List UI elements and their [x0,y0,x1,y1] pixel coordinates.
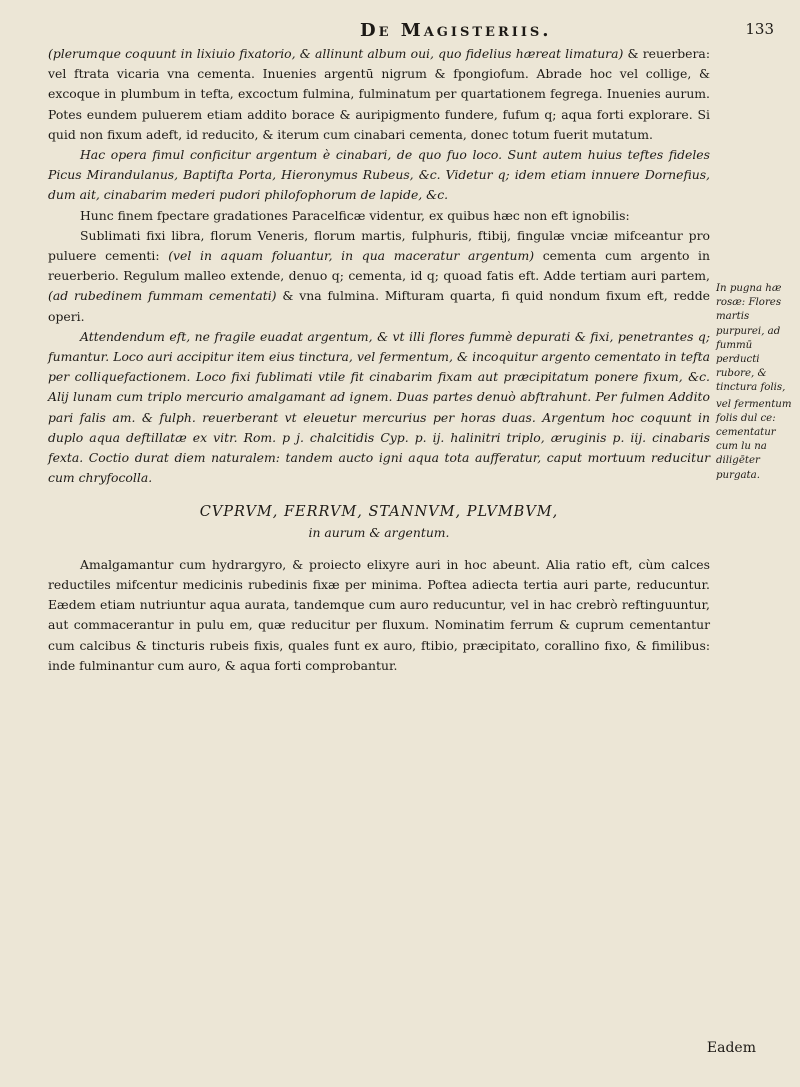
running-title: De Magisteriis. [360,20,552,41]
main-text-block [48,44,710,676]
margin-notes [716,282,796,485]
paragraph-4-a: Sublimati fixi libra, florum Veneris, florum martis, fulphuris, ftibij, fingulæ vnciæ mifceantur pro puluere cementi: [48,227,710,264]
paragraph-4-c: cementa cum argento in reuerberio. Regulum malleo extende, denuo q; cementa, id q; quoad fatis eft. Adde tertiam auri partem, [48,248,711,284]
page-number: 133 [745,20,774,38]
margin-note: In pugna hæ rosæ: Flores martis purpurei, ad fummū perducti rubore, & tinctura folis, [716,283,786,394]
section-heading: CVPRVM, FERRVM, STANNVM, PLVMBVM, [199,504,559,521]
margin-note: vel fermentum folis dul ce: cementatur cum lu na diligēter purgata. [716,398,792,481]
paragraph-4-d: (ad rubedinem fummam cementati) [48,288,277,304]
paragraph-1 [48,44,710,145]
paragraph-4 [48,226,710,327]
paragraph-2: Hac opera fimul conficitur argentum è cinabari, de quo fuo loco. Sunt autem huius teftes fideles Picus Mirandulanus, Baptifta Porta, Hieronymus Rubeus, &c. Videtur q; idem etiam innuere Dornefius, dum ait, cinabarim mederi pudori philofophorum de lapide, &c. [48,147,710,203]
paragraph-1-text: & reuerbera: vel ftrata vicaria vna cementa. Inuenies argentū nigrum & fpongiofum. Abrade hoc vel collige, & excoque in plumbum in tefta, excoctum fulmina, fulminatum per quartationem fegrega. Inuenies aurum. Potes eundem puluerem etiam addito borace & auripigmento fundere, fufum q; aqua forti explorare. Si quid non fixum adeft, id reducito, & iterum cum cinabari cementa, donec totum fuerit mutatum. [48,46,710,142]
paragraph-3: Hunc finem fpectare gradationes Paracelficæ videntur, ex quibus hæc non eft ignobilis: [80,207,630,223]
running-head [0,10,800,42]
section-subheading: in aurum & argentum. [308,524,450,540]
catchword: Eadem [706,1040,756,1056]
paragraph-4-e: & vna fulmina. Mifturam quarta, fi quid nondum fixum eft, redde operi. [48,288,710,324]
paragraph-1-italic: (plerumque coquunt in lixiuio fixatorio, & allinunt album oui, quo fidelius hæreat limatura) [48,46,624,61]
paragraph-5: Attendendum eft, ne fragile euadat argentum, & vt illi flores fummè depurati & fixi, penetrantes q; fumantur. Loco auri accipitur item eius tinctura, vel fermentum, & incoquitur argento cementato in tefta per colliquefactionem. Loco fixi fublimati vtile fit cinabarim fixam aut præcipitatum ponere fixum, &c. Alij lunam cum triplo mercurio amalgamant ad ignem. Duas partes denuò abftrahunt. Per fulmen Addito pari falis am. & fulph. reuerberant vt eleuetur mercurius per horas duas. Argentum hoc coquunt in duplo aqua deftillatæ ex vitr. Rom. p j. chalcitidis Cyp. p. ij. halinitri triplo, æruginis p. iij. cinabaris fexta. Coctio durat diem naturalem: tandem aucto igni aqua tota aufferatur, caput mortuum reducitur cum chryfocolla. [48,328,710,486]
paragraph-4-b: (vel in aquam foluantur, in qua maceratur argentum) [168,248,535,264]
paragraph-6: Amalgamantur cum hydrargyro, & proiecto elixyre auri in hoc abeunt. Alia ratio eft, cùm calces reductiles mifcentur medicinis rubedinis fixæ per minima. Poftea adiecta tertia auri parte, reducuntur. Eædem etiam nutriuntur aqua aurata, tandemque cum auro reducuntur, vel in hac crebrò reftinguuntur, aut commacerantur in pulu em, quæ reducitur per fluxum. Nominatim ferrum & cuprum cementantur cum calcibus & tincturis rubeis fixis, quales funt ex auro, ftibio, præcipitato, corallino fixo, & fimilibus: inde fulminantur cum auro, & aqua forti comprobantur. [48,556,710,673]
